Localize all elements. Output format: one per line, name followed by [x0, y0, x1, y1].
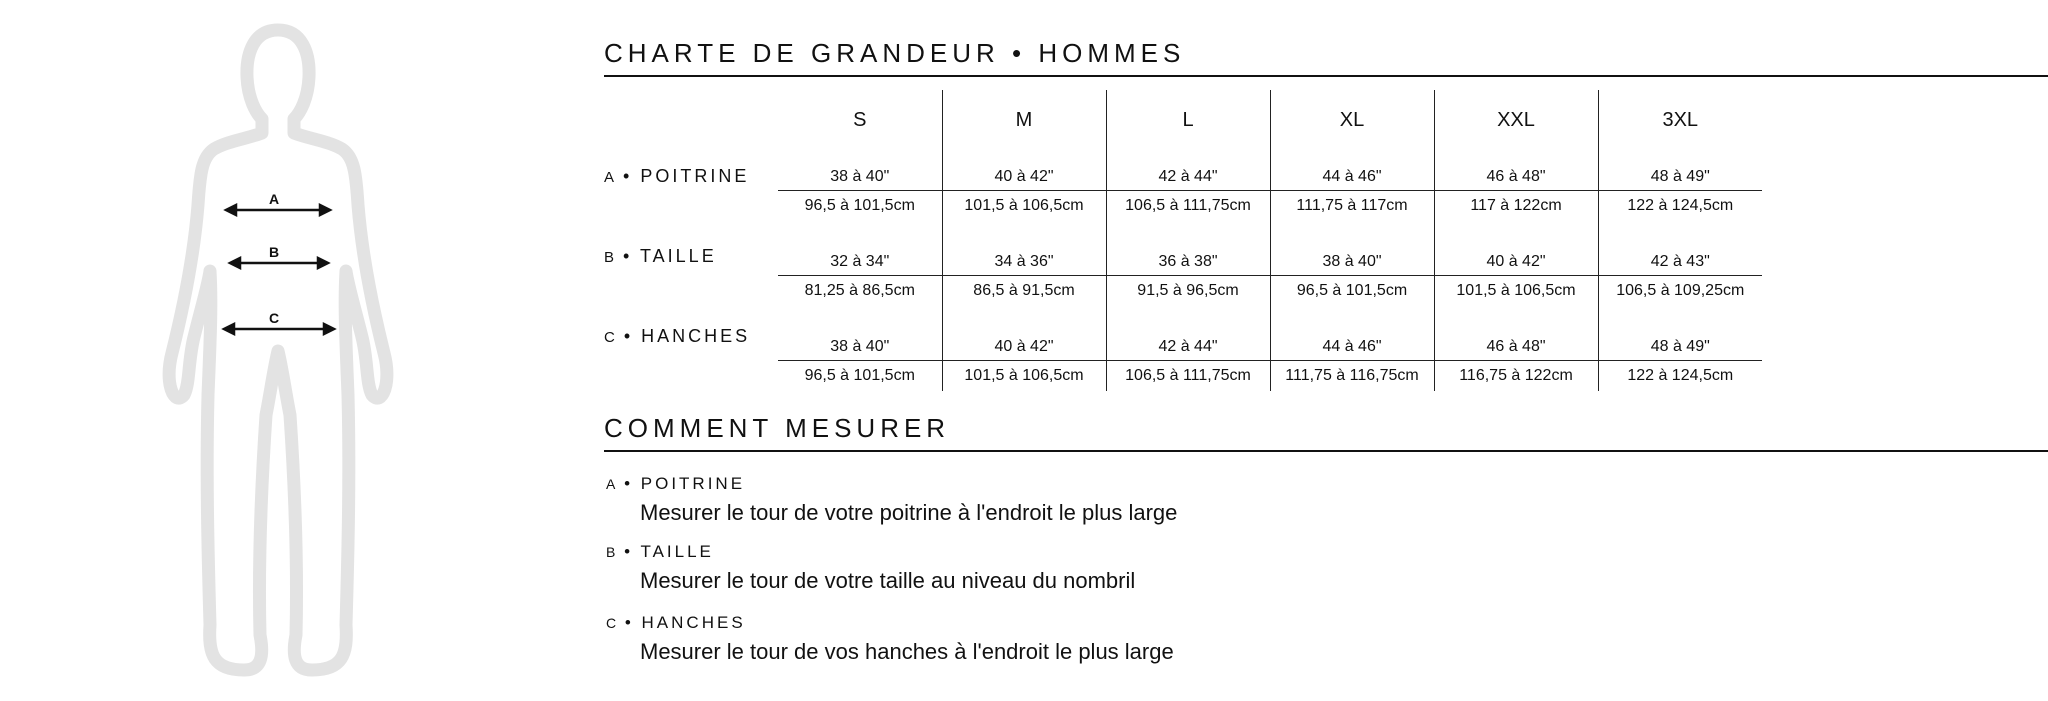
table-cell: 48 à 49": [1598, 320, 1762, 361]
how-item-label: • TAILLE: [624, 542, 714, 561]
table-cell: 101,5 à 106,5cm: [942, 361, 1106, 392]
table-cell: 40 à 42": [942, 320, 1106, 361]
row-label-hips: [604, 326, 750, 347]
how-to-measure-title: COMMENT MESURER: [604, 413, 2048, 452]
how-item-label: • HANCHES: [624, 613, 746, 632]
how-item-letter: C: [606, 615, 618, 631]
table-cell: 44 à 46": [1270, 150, 1434, 191]
row-letter: B: [604, 249, 616, 266]
how-item-heading: [606, 613, 1174, 633]
how-item-heading: [606, 474, 1177, 494]
table-cell: 46 à 48": [1434, 150, 1598, 191]
waist-cm-row: [778, 276, 1762, 307]
table-cell: 42 à 44": [1106, 320, 1270, 361]
table-cell: 101,5 à 106,5cm: [1434, 276, 1598, 307]
table-cell: 116,75 à 122cm: [1434, 361, 1598, 392]
size-header: S: [853, 108, 867, 131]
table-cell: 101,5 à 106,5cm: [942, 191, 1106, 222]
row-name: • TAILLE: [623, 246, 717, 266]
how-item-description: Mesurer le tour de votre taille au niveau du nombril: [640, 568, 1136, 593]
figure-label-c: C: [268, 310, 280, 326]
hips-cm-row: [778, 361, 1762, 392]
table-cell: 91,5 à 96,5cm: [1106, 276, 1270, 307]
table-cell: 96,5 à 101,5cm: [804, 197, 915, 214]
how-item-letter: B: [606, 544, 617, 560]
table-cell: 117 à 122cm: [1434, 191, 1598, 222]
table-cell: 42 à 44": [1106, 150, 1270, 191]
figure-label-b: B: [268, 244, 280, 260]
table-cell: 81,25 à 86,5cm: [804, 282, 915, 299]
how-item-letter: A: [606, 476, 617, 492]
how-item-description: Mesurer le tour de vos hanches à l'endroit le plus large: [640, 639, 1174, 664]
row-name: • POITRINE: [623, 166, 750, 186]
waist-inches-row: [778, 235, 1762, 276]
row-letter: A: [604, 169, 616, 186]
row-name: • HANCHES: [623, 326, 751, 346]
table-cell: 38 à 40": [778, 320, 942, 361]
table-cell: 106,5 à 111,75cm: [1106, 361, 1270, 392]
table-cell: 106,5 à 109,25cm: [1598, 276, 1762, 307]
how-item-heading: [606, 542, 1135, 562]
row-label-waist: [604, 246, 717, 267]
body-measurement-figure: [150, 15, 410, 685]
table-cell: 38 à 40": [778, 150, 942, 191]
table-cell: 122 à 124,5cm: [1598, 361, 1762, 392]
chest-inches-row: [778, 150, 1762, 191]
table-cell: 96,5 à 101,5cm: [804, 367, 915, 384]
table-cell: 38 à 40": [1270, 235, 1434, 276]
table-cell: 122 à 124,5cm: [1598, 191, 1762, 222]
table-cell: 111,75 à 116,75cm: [1270, 361, 1434, 392]
chest-cm-row: [778, 191, 1762, 222]
table-cell: 40 à 42": [1434, 235, 1598, 276]
row-letter: C: [604, 329, 616, 346]
size-header: M: [942, 90, 1106, 150]
table-cell: 86,5 à 91,5cm: [942, 276, 1106, 307]
human-silhouette-icon: [150, 15, 410, 685]
table-cell: 34 à 36": [942, 235, 1106, 276]
size-header-row: [778, 90, 1762, 150]
figure-label-a: A: [268, 191, 280, 207]
table-cell: 48 à 49": [1598, 150, 1762, 191]
size-chart-table: [778, 90, 1762, 391]
how-item-description: Mesurer le tour de votre poitrine à l'endroit le plus large: [640, 500, 1178, 525]
hips-inches-row: [778, 320, 1762, 361]
size-header: L: [1106, 90, 1270, 150]
size-header: XL: [1270, 90, 1434, 150]
size-header: XXL: [1434, 90, 1598, 150]
how-item-waist: [606, 542, 1135, 594]
row-label-chest: [604, 166, 749, 187]
how-item-chest: [606, 474, 1177, 526]
table-cell: 46 à 48": [1434, 320, 1598, 361]
size-header: 3XL: [1598, 90, 1762, 150]
table-cell: 106,5 à 111,75cm: [1106, 191, 1270, 222]
size-chart-title: CHARTE DE GRANDEUR • HOMMES: [604, 38, 2048, 77]
table-cell: 40 à 42": [942, 150, 1106, 191]
how-item-label: • POITRINE: [624, 474, 746, 493]
table-cell: 32 à 34": [778, 235, 942, 276]
table-cell: 42 à 43": [1598, 235, 1762, 276]
table-cell: 44 à 46": [1270, 320, 1434, 361]
table-cell: 111,75 à 117cm: [1270, 191, 1434, 222]
how-item-hips: [606, 613, 1174, 665]
table-cell: 36 à 38": [1106, 235, 1270, 276]
table-cell: 96,5 à 101,5cm: [1270, 276, 1434, 307]
